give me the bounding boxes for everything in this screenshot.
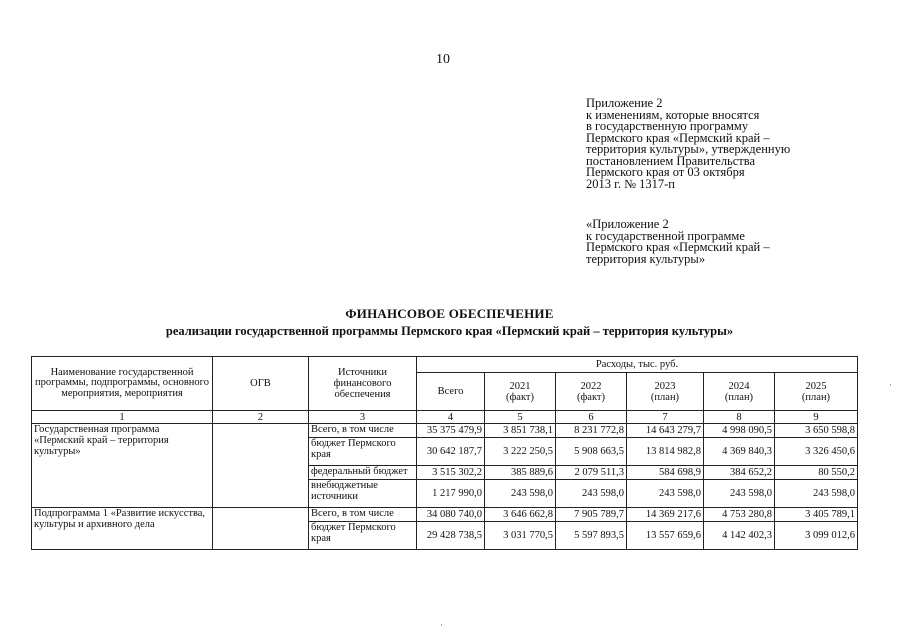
amount-cell: 5 908 663,5 [556,438,627,466]
appendix-1-line: постановлением Правительства [586,153,756,168]
amount-cell: 14 369 217,6 [627,508,704,522]
column-number: 8 [704,411,775,424]
funding-source: бюджет Пермского края [309,438,417,466]
amount-cell: 3 405 789,1 [775,508,858,522]
header-ogv: ОГВ [213,357,309,411]
appendix-2-line: к государственной программе [586,228,745,243]
amount-cell: 35 375 479,9 [417,424,485,438]
page-number: 10 [436,52,450,67]
amount-cell: 3 222 250,5 [485,438,556,466]
appendix-note-amendments [586,98,876,190]
program-ogv [213,508,309,550]
appendix-note-program [586,219,876,265]
table-body [32,424,858,550]
amount-cell: 34 080 740,0 [417,508,485,522]
document-subtitle: реализации государственной программы Пермского края «Пермский край – территория культуры» [165,324,734,338]
margin-mark: · [440,620,443,630]
table-row [32,424,858,438]
amount-cell: 3 646 662,8 [485,508,556,522]
amount-cell: 3 031 770,5 [485,522,556,550]
header-year-2025: 2025 (план) [775,373,858,411]
column-number: 4 [417,411,485,424]
amount-cell: 13 814 982,8 [627,438,704,466]
column-number: 1 [32,411,213,424]
amount-cell: 5 597 893,5 [556,522,627,550]
amount-cell: 243 598,0 [485,480,556,508]
appendix-2-line: «Приложение 2 [586,217,669,231]
amount-cell: 3 326 450,6 [775,438,858,466]
funding-source: Всего, в том числе [309,424,417,438]
program-name: Подпрограмма 1 «Развитие искусства, культуры и архивного дела [32,508,213,550]
amount-cell: 3 099 012,6 [775,522,858,550]
appendix-1-line: 2013 г. № 1317-п [586,176,675,191]
amount-cell: 243 598,0 [704,480,775,508]
column-number: 3 [309,411,417,424]
appendix-1-line: Пермского края «Пермский край – [586,130,770,145]
amount-cell: 1 217 990,0 [417,480,485,508]
amount-cell: 4 998 090,5 [704,424,775,438]
amount-cell: 29 428 738,5 [417,522,485,550]
appendix-1-line: Приложение 2 [586,96,663,110]
program-name: Государственная программа «Пермский край – территория культуры» [32,424,213,508]
margin-mark: · [889,380,892,390]
amount-cell: 7 905 789,7 [556,508,627,522]
document-title: ФИНАНСОВОЕ ОБЕСПЕЧЕНИЕ [345,306,554,321]
appendix-2-line: территория культуры» [586,251,706,266]
amount-cell: 3 515 302,2 [417,466,485,480]
column-number: 5 [485,411,556,424]
column-number: 2 [213,411,309,424]
column-number: 9 [775,411,858,424]
amount-cell: 13 557 659,6 [627,522,704,550]
header-year-2023: 2023 (план) [627,373,704,411]
header-year-2021: 2021 (факт) [485,373,556,411]
amount-cell: 80 550,2 [775,466,858,480]
amount-cell: 8 231 772,8 [556,424,627,438]
appendix-1-line: в государственную программу [586,119,749,133]
amount-cell: 14 643 279,7 [627,424,704,438]
amount-cell: 243 598,0 [775,480,858,508]
amount-cell: 3 851 738,1 [485,424,556,438]
appendix-2-line: Пермского края «Пермский край – [586,240,770,254]
amount-cell: 4 753 280,8 [704,508,775,522]
column-number: 6 [556,411,627,424]
column-number: 7 [627,411,704,424]
appendix-1-line: к изменениям, которые вносятся [586,107,760,122]
funding-source: федеральный бюджет [309,466,417,480]
funding-source: бюджет Пермского края [309,522,417,550]
appendix-1-line: Пермского края от 03 октября [586,165,745,179]
header-expenses: Расходы, тыс. руб. [417,357,858,373]
amount-cell: 2 079 511,3 [556,466,627,480]
appendix-1-line: территория культуры», утвержденную [586,142,791,156]
amount-cell: 243 598,0 [627,480,704,508]
financing-table [31,356,858,550]
amount-cell: 4 369 840,3 [704,438,775,466]
header-source: Источники финансового обеспечения [309,357,417,411]
amount-cell: 3 650 598,8 [775,424,858,438]
funding-source: внебюджетные источники [309,480,417,508]
header-year-2022: 2022 (факт) [556,373,627,411]
amount-cell: 584 698,9 [627,466,704,480]
header-year-2024: 2024 (план) [704,373,775,411]
funding-source: Всего, в том числе [309,508,417,522]
column-numbers-row [32,411,858,424]
program-ogv [213,424,309,508]
table-row [32,508,858,522]
amount-cell: 4 142 402,3 [704,522,775,550]
amount-cell: 385 889,6 [485,466,556,480]
header-total: Всего [417,373,485,411]
amount-cell: 30 642 187,7 [417,438,485,466]
amount-cell: 243 598,0 [556,480,627,508]
header-name: Наименование государственной программы, подпрограммы, основного мероприятия, мероприятия [32,357,213,411]
amount-cell: 384 652,2 [704,466,775,480]
